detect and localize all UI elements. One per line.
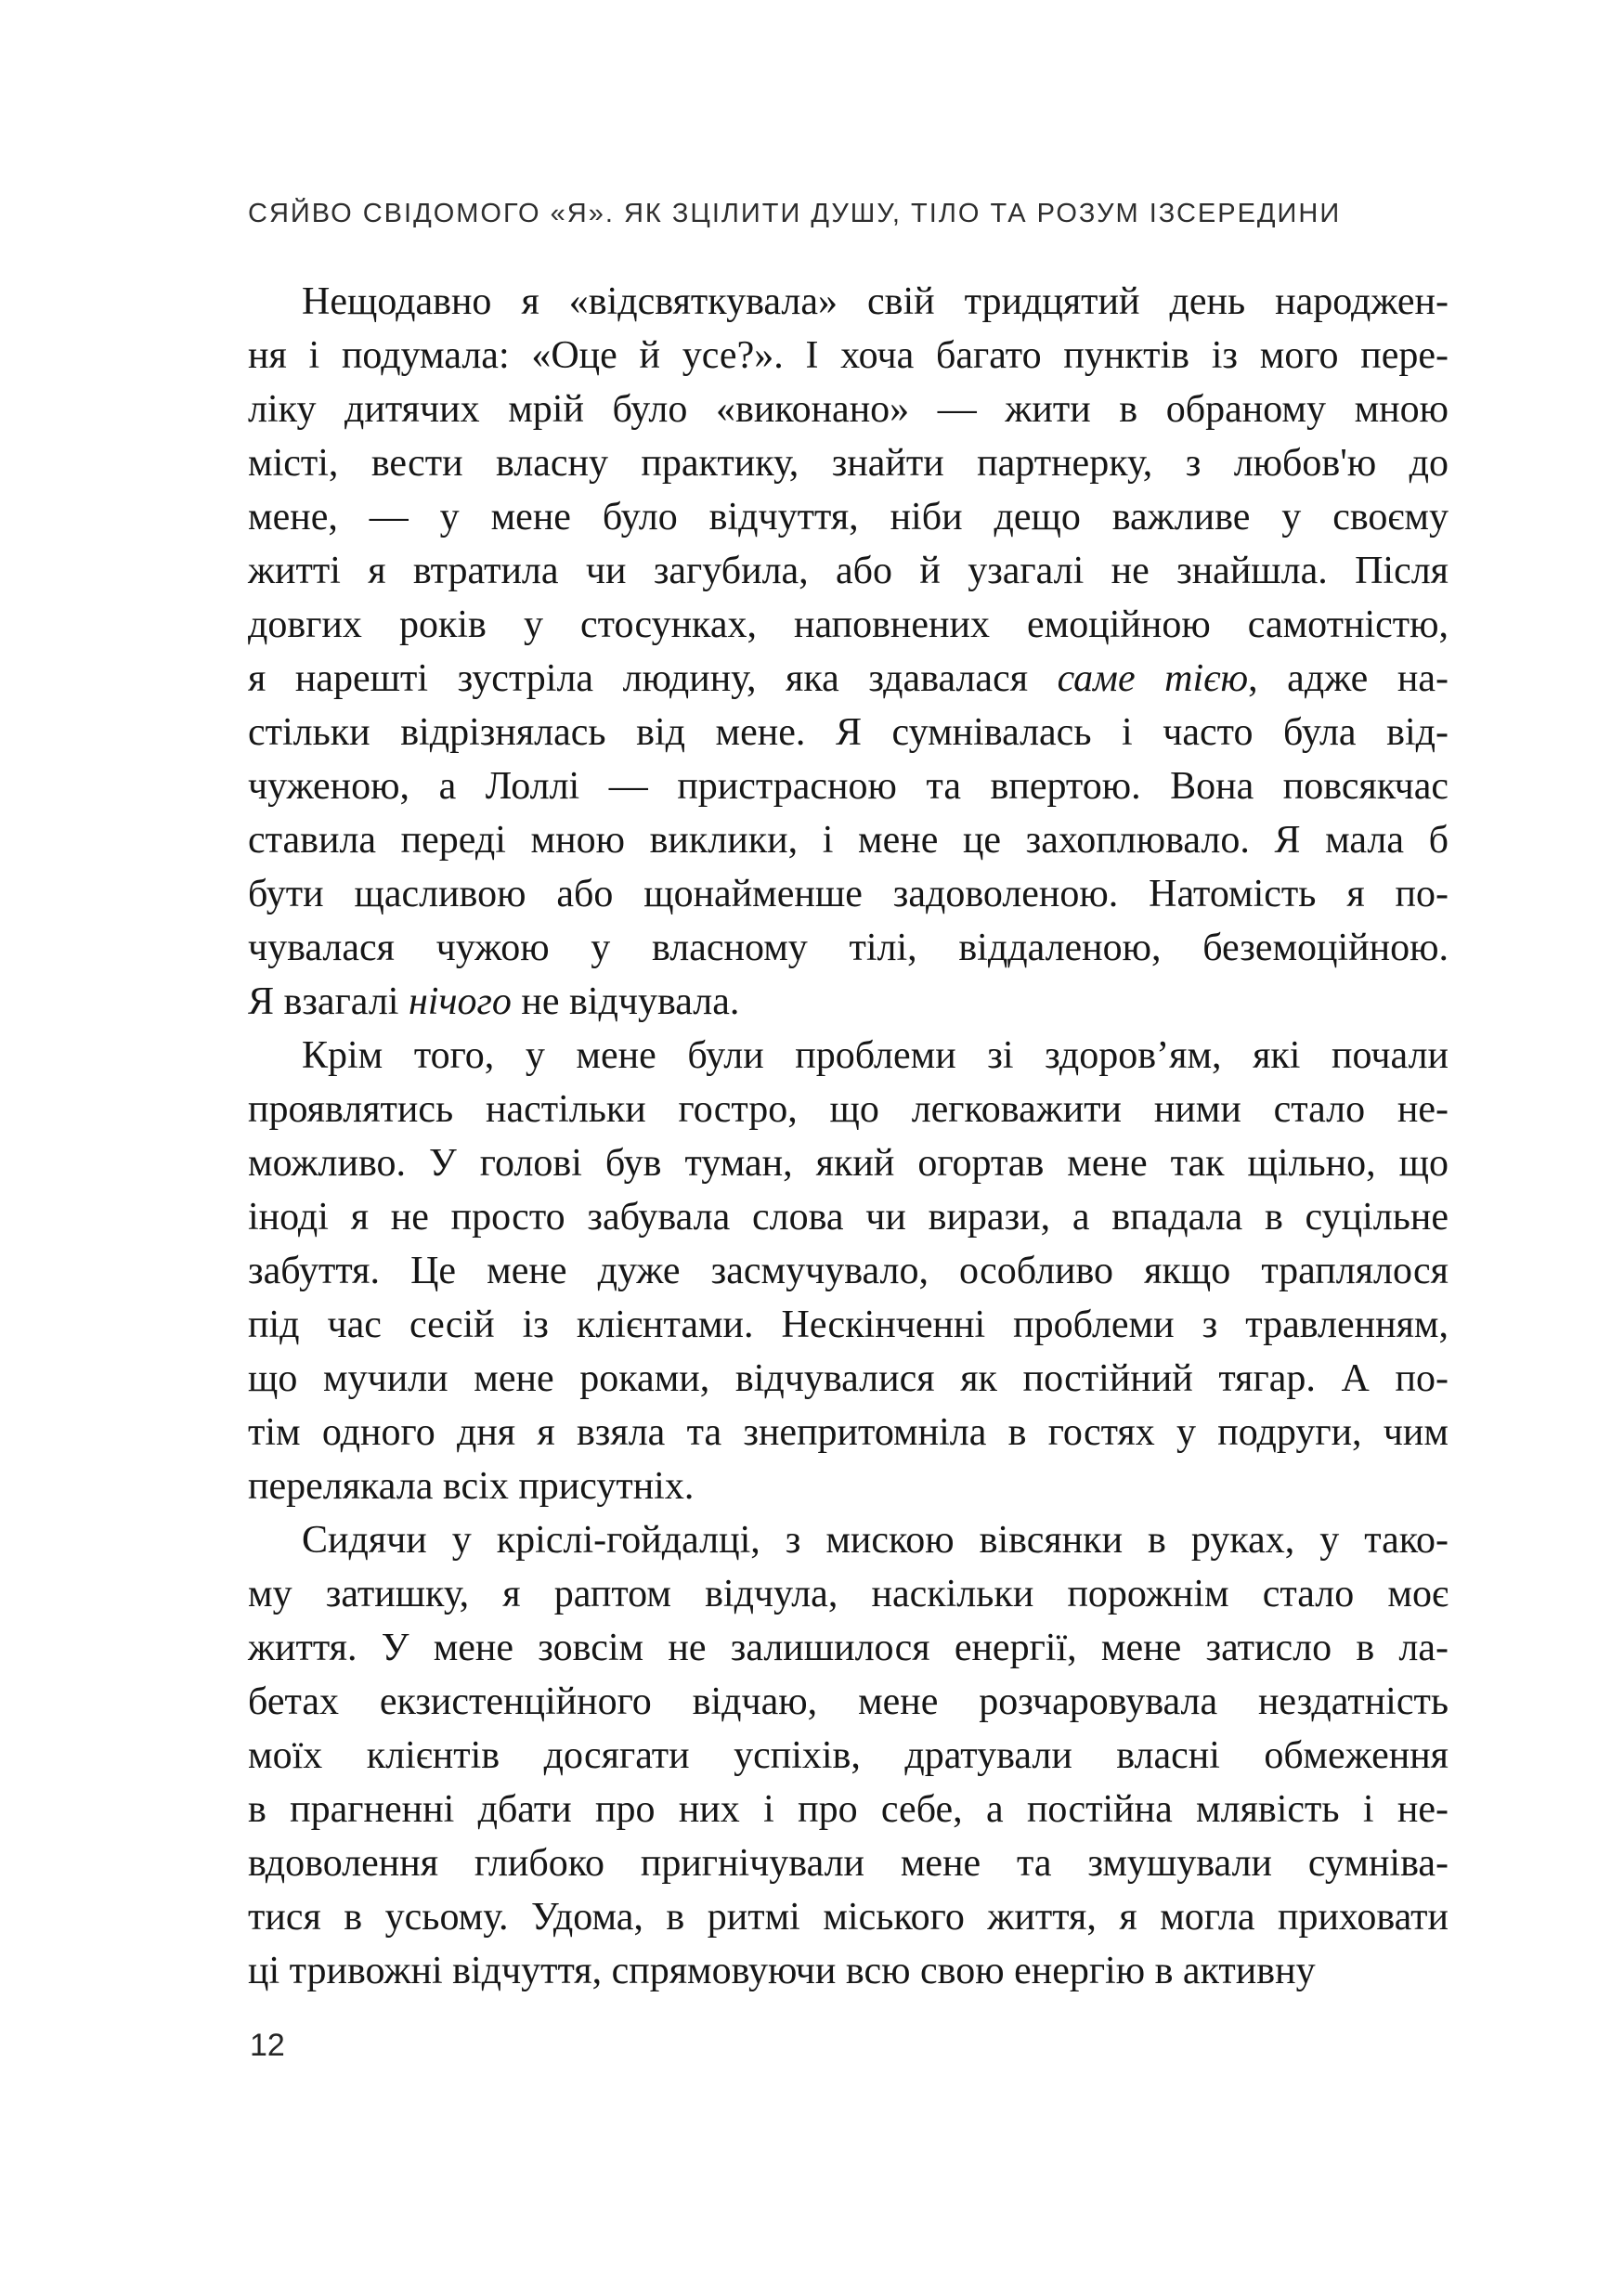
paragraph: [248, 1029, 1449, 1513]
text-line: забуття. Це мене дуже засмучувало, особливо якщо траплялося: [248, 1250, 1449, 1292]
text-line: ставила переді мною виклики, і мене це захоплювало. Я мала б: [248, 819, 1449, 862]
text-line: му затишку, я раптом відчула, наскільки порожнім стало моє: [248, 1573, 1449, 1615]
text-line: життя. У мене зовсім не залишилося енергії, мене затисло в ла-: [248, 1627, 1449, 1669]
text-line: довгих років у стосунках, наповнених емоційною самотністю,: [248, 603, 1449, 646]
text-line: я нарешті зустріла людину, яка здавалася саме тією, адже на-: [248, 657, 1449, 700]
text-line: іноді я не просто забувала слова чи вирази, а впадала в суцільне: [248, 1196, 1449, 1239]
paragraph: [248, 275, 1449, 1029]
text-line: стільки відрізнялась від мене. Я сумнівалась і часто була від-: [248, 711, 1449, 754]
running-header: СЯЙВО СВІДОМОГО «Я». ЯК ЗЦІЛИТИ ДУШУ, ТІЛО ТА РОЗУМ ІЗСЕРЕДИНИ: [248, 199, 1342, 228]
text-line: вдоволення глибоко пригнічували мене та змушували сумніва-: [248, 1842, 1449, 1885]
text-line: проявлятись настільки гостро, що легковажити ними стало не-: [248, 1088, 1449, 1131]
text-line: в прагненні дбати про них і про себе, а постійна млявість і не-: [248, 1788, 1449, 1831]
text-line: чувалася чужою у власному тілі, віддаленою, беземоційною.: [248, 927, 1449, 969]
text-line: тися в усьому. Удома, в ритмі міського життя, я могла приховати: [248, 1896, 1449, 1939]
text-line: мене, — у мене було відчуття, ніби дещо важливе у своєму: [248, 496, 1449, 538]
text-line: бетах екзистенційного відчаю, мене розчаровувала нездатність: [248, 1680, 1449, 1723]
text-line: що мучили мене роками, відчувалися як постійний тягар. А по-: [248, 1357, 1449, 1400]
text-line: ліку дитячих мрій було «виконано» — жити в обраному мною: [248, 388, 1449, 431]
text-line: Сидячи у кріслі-гойдалці, з мискою вівсянки в руках, у тако-: [302, 1519, 1449, 1562]
text-line: ня і подумала: «Оце й усе?». І хоча багато пунктів із мого пере-: [248, 334, 1449, 377]
body-text: [248, 275, 1449, 1998]
paragraph: [248, 1513, 1449, 1998]
text-line: перелякала всіх присутніх.: [248, 1465, 695, 1508]
text-line: житті я втратила чи загубила, або й узагалі не знайшла. Після: [248, 550, 1449, 592]
text-line: бути щасливою або щонайменше задоволеною. Натомість я по-: [248, 873, 1449, 915]
page-number: 12: [250, 2028, 285, 2063]
text-line: місті, вести власну практику, знайти партнерку, з любов'ю до: [248, 442, 1449, 485]
text-line: Крім того, у мене були проблеми зі здоров’ям, які почали: [302, 1034, 1449, 1077]
text-line: чуженою, а Лоллі — пристрасною та впертою. Вона повсякчас: [248, 765, 1449, 808]
text-line: Я взагалі нічого не відчувала.: [248, 980, 740, 1023]
text-line: можливо. У голові був туман, який огортав мене так щільно, що: [248, 1142, 1449, 1185]
text-line: ці тривожні відчуття, спрямовуючи всю свою енергію в активну: [248, 1950, 1316, 1992]
text-line: моїх клієнтів досягати успіхів, дратували власні обмеження: [248, 1734, 1449, 1777]
text-line: під час сесій із клієнтами. Нескінченні проблеми з травленням,: [248, 1304, 1449, 1346]
text-line: Нещодавно я «відсвяткувала» свій тридцятий день народжен-: [302, 280, 1449, 323]
text-line: тім одного дня я взяла та знепритомніла в гостях у подруги, чим: [248, 1411, 1449, 1454]
